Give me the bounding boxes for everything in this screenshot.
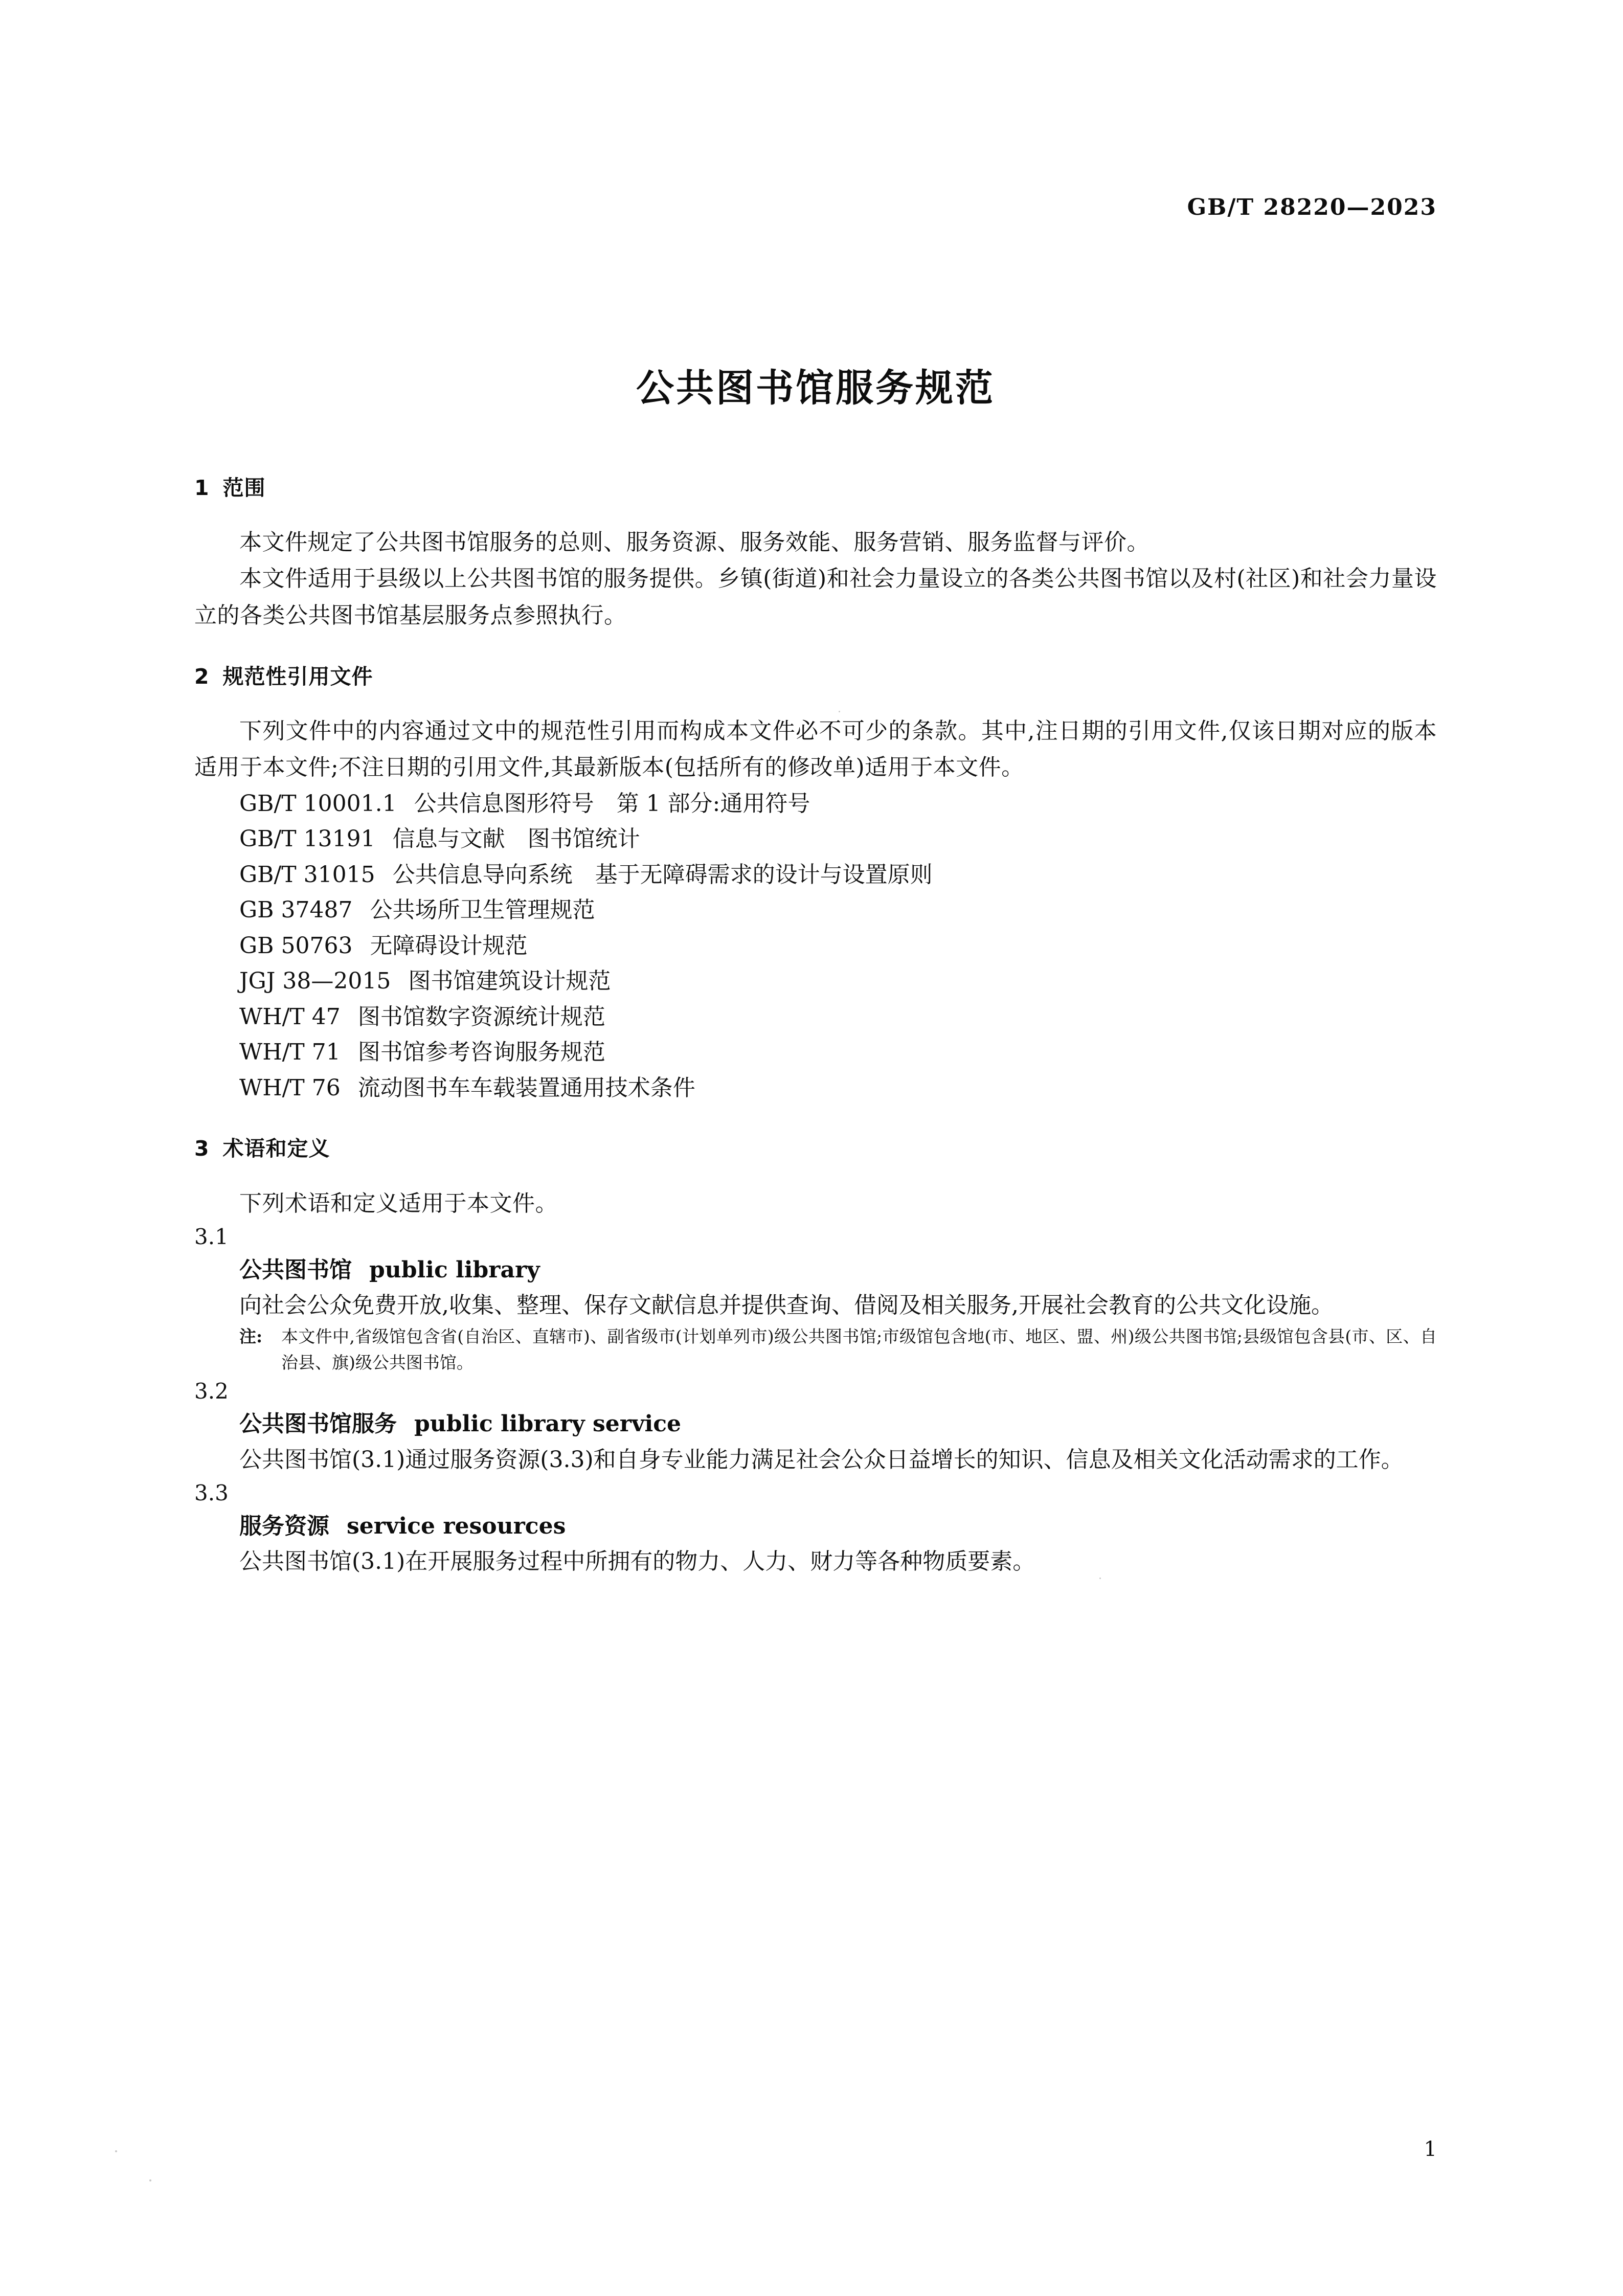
clause-1-paragraph-2: 本文件适用于县级以上公共图书馆的服务提供。乡镇(街道)和社会力量设立的各类公共图书馆以及村(社区)和社会力量设立的各类公共图书馆基层服务点参照执行。 (194, 566, 1437, 628)
reference-item (194, 928, 1437, 964)
document-title: 公共图书馆服务规范 (636, 366, 995, 410)
reference-title: 无障碍设计规范 (370, 932, 528, 959)
term-name-en: public library service (414, 1411, 682, 1437)
reference-item (194, 999, 1437, 1035)
reference-item (194, 892, 1437, 928)
reference-item (194, 857, 1437, 893)
clause-title-1: 范围 (222, 476, 266, 500)
term-name-zh: 服务资源 (239, 1513, 329, 1539)
reference-title: 图书馆建筑设计规范 (408, 968, 611, 995)
clause-heading-3 (194, 1136, 1437, 1161)
clause-title-3: 术语和定义 (222, 1136, 330, 1161)
clause-2-paragraph-1: 下列文件中的内容通过文中的规范性引用而构成本文件必不可少的条款。其中,注日期的引用文件,仅该日期对应的版本适用于本文件;不注日期的引用文件,其最新版本(包括所有的修改单)适用于本文件。 (194, 718, 1437, 781)
scan-speckle (115, 2150, 117, 2152)
clause-heading-2 (194, 664, 1437, 689)
reference-title: 公共信息导向系统 基于无障碍需求的设计与设置原则 (392, 861, 933, 888)
term-definition-3-1: 向社会公众免费开放,收集、整理、保存文献信息并提供查询、借阅及相关服务,开展社会教育的公共文化设施。 (239, 1292, 1334, 1318)
clause-number-2: 2 (194, 664, 210, 689)
term-index-3-1: 3.1 (194, 1224, 229, 1249)
reference-title: 图书馆数字资源统计规范 (357, 1003, 605, 1030)
reference-code: WH/T 47 (239, 1003, 341, 1030)
reference-code: GB/T 31015 (239, 861, 375, 888)
note-text: 本文件中,省级馆包含省(自治区、直辖市)、副省级市(计划单列市)级公共图书馆;市级馆包含地(市、地区、盟、州)级公共图书馆;县级馆包含县(市、区、自治县、旗)级公共图书馆。 (281, 1326, 1437, 1373)
reference-item (194, 963, 1437, 999)
reference-title: 图书馆参考咨询服务规范 (357, 1039, 605, 1066)
scan-speckle (149, 2179, 151, 2181)
term-definition-3-2: 公共图书馆(3.1)通过服务资源(3.3)和自身专业能力满足社会公众日益增长的知识、信息及相关文化活动需求的工作。 (239, 1446, 1404, 1473)
reference-item (194, 1070, 1437, 1106)
reference-code: WH/T 76 (239, 1074, 341, 1101)
term-name-en: service resources (347, 1513, 566, 1539)
reference-title: 公共信息图形符号 第 1 部分:通用符号 (414, 790, 810, 817)
term-index-3-3: 3.3 (194, 1480, 229, 1506)
clause-number-1: 1 (194, 476, 210, 500)
clause-title-2: 规范性引用文件 (222, 664, 373, 689)
running-header-standard-number: GB/T 28220—2023 (1187, 194, 1437, 220)
reference-title: 信息与文献 图书馆统计 (392, 826, 640, 852)
reference-code: WH/T 71 (239, 1039, 341, 1066)
clause-number-3: 3 (194, 1136, 210, 1161)
term-entry-3-3 (194, 1509, 1437, 1544)
note-label: 注: (239, 1326, 263, 1347)
term-entry-3-1 (194, 1253, 1437, 1288)
clause-heading-1 (194, 476, 1437, 501)
term-definition-3-3: 公共图书馆(3.1)在开展服务过程中所拥有的物力、人力、财力等各种物质要素。 (239, 1548, 1035, 1575)
reference-item (194, 786, 1437, 822)
reference-title: 公共场所卫生管理规范 (370, 897, 595, 924)
reference-code: GB/T 10001.1 (239, 790, 397, 817)
reference-item (194, 1034, 1437, 1070)
reference-code: GB/T 13191 (239, 826, 375, 852)
term-name-en: public library (369, 1256, 540, 1283)
reference-code: GB 50763 (239, 932, 353, 959)
term-name-zh: 公共图书馆服务 (239, 1411, 397, 1437)
term-note-3-1 (194, 1323, 1437, 1376)
reference-title: 流动图书车车载装置通用技术条件 (357, 1074, 695, 1101)
document-body (194, 476, 1437, 1580)
reference-item (194, 821, 1437, 857)
reference-code: JGJ 38—2015 (239, 968, 391, 995)
page-number: 1 (1424, 2137, 1437, 2161)
normative-reference-list (194, 786, 1437, 1106)
term-index-3-2: 3.2 (194, 1378, 229, 1404)
reference-code: GB 37487 (239, 897, 353, 924)
clause-3-paragraph-1: 下列术语和定义适用于本文件。 (239, 1190, 558, 1217)
clause-1-paragraph-1: 本文件规定了公共图书馆服务的总则、服务资源、服务效能、服务营销、服务监督与评价。 (239, 529, 1149, 556)
term-name-zh: 公共图书馆 (239, 1256, 352, 1283)
term-entry-3-2 (194, 1407, 1437, 1442)
